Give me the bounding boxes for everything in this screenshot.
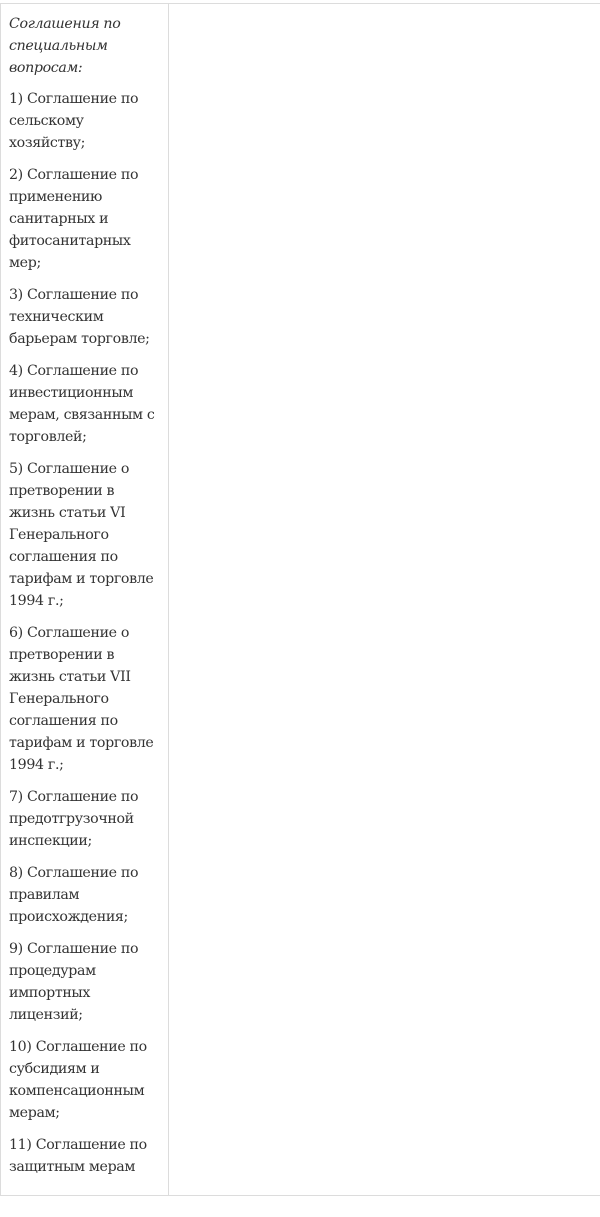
agreement-item: 1) Соглашение по сельскому хозяйству; [9,91,139,151]
agreement-item: 4) Соглашение по инвестиционным мерам, связанным с торговлей; [9,363,155,445]
section-heading: Соглашения по специальным вопросам: [9,16,121,76]
agreement-item: 9) Соглашение по процедурам импортных лицензий; [9,941,139,1023]
agreement-item: 10) Соглашение по субсидиям и компенсационным мерам; [9,1039,147,1121]
agreement-item: 8) Соглашение по правилам происхождения; [9,865,139,925]
agreement-item: 2) Соглашение по применению санитарных и фитосанитарных мер; [9,167,139,271]
agreements-list-cell [1,4,169,1196]
agreement-item: 7) Соглашение по предотгрузочной инспекции; [9,789,139,849]
agreement-item: 11) Соглашение по защитным мерам [9,1137,147,1175]
agreement-item: 5) Соглашение о претворении в жизнь статьи VI Генерального соглашения по тарифам и торговле 1994 г.; [9,461,154,609]
agreement-item: 6) Соглашение о претворении в жизнь статьи VII Генерального соглашения по тарифам и торговле 1994 г.; [9,625,154,773]
agreement-item: 3) Соглашение по техническим барьерам торговле; [9,287,150,347]
agreements-table [0,3,600,1196]
table-row [1,4,600,1196]
empty-cell [169,4,600,1196]
